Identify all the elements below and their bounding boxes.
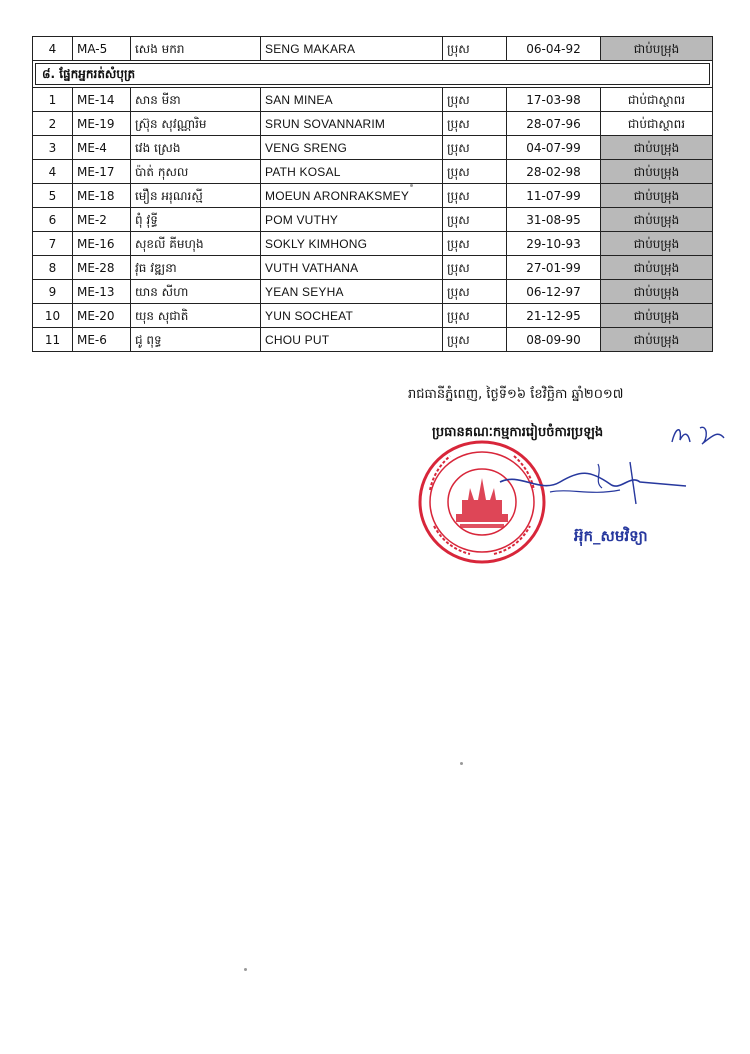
candidate-code: ME-16 — [73, 232, 131, 256]
sex: ប្រុស — [443, 37, 507, 61]
handwritten-initials — [668, 420, 728, 450]
candidate-code: ME-19 — [73, 112, 131, 136]
name-khmer: សុខលី គីមហុង — [131, 232, 261, 256]
candidate-code: MA-5 — [73, 37, 131, 61]
candidate-code: ME-13 — [73, 280, 131, 304]
row-number: 10 — [33, 304, 73, 328]
name-latin: VENG SRENG — [261, 136, 443, 160]
row-number: 4 — [33, 37, 73, 61]
date-of-birth: 08-09-90 — [507, 328, 601, 352]
name-latin: POM VUTHY — [261, 208, 443, 232]
row-number: 11 — [33, 328, 73, 352]
name-latin: MOEUN ARONRAKSMEY — [261, 184, 443, 208]
name-khmer: យុន សុជាតិ — [131, 304, 261, 328]
row-number: 3 — [33, 136, 73, 160]
table-row — [33, 280, 713, 304]
row-number: 8 — [33, 256, 73, 280]
sex: ប្រុស — [443, 328, 507, 352]
section-header-cell — [33, 61, 713, 88]
name-latin: PATH KOSAL — [261, 160, 443, 184]
section-title: ៨. ផ្នែកអ្នករត់សំបុត្រ — [35, 63, 710, 85]
candidate-code: ME-2 — [73, 208, 131, 232]
result: ជាប់បម្រុង — [601, 37, 713, 61]
table-row — [33, 112, 713, 136]
name-latin: CHOU PUT — [261, 328, 443, 352]
table-body — [33, 37, 713, 352]
sex: ប្រុស — [443, 256, 507, 280]
candidate-code: ME-6 — [73, 328, 131, 352]
result: ជាប់បម្រុង — [601, 232, 713, 256]
result: ជាប់ជាស្ថាពរ — [601, 112, 713, 136]
paper-speck — [410, 184, 413, 187]
name-khmer: មឿន អរុណរស្មី — [131, 184, 261, 208]
sex: ប្រុស — [443, 232, 507, 256]
candidate-code: ME-14 — [73, 88, 131, 112]
name-khmer: ជូ ពុទ្ធ — [131, 328, 261, 352]
table-row — [33, 256, 713, 280]
paper-speck — [244, 968, 247, 971]
sex: ប្រុស — [443, 160, 507, 184]
date-of-birth: 28-07-96 — [507, 112, 601, 136]
candidate-code: ME-20 — [73, 304, 131, 328]
date-of-birth: 31-08-95 — [507, 208, 601, 232]
name-khmer: ស្រ៊ុន សុវណ្ណារិម — [131, 112, 261, 136]
name-khmer: វុធ វឌ្ឍនា — [131, 256, 261, 280]
name-khmer: សេង មករា — [131, 37, 261, 61]
date-of-birth: 04-07-99 — [507, 136, 601, 160]
sex: ប្រុស — [443, 208, 507, 232]
result: ជាប់បម្រុង — [601, 136, 713, 160]
candidate-code: ME-4 — [73, 136, 131, 160]
date-of-birth: 29-10-93 — [507, 232, 601, 256]
result: ជាប់បម្រុង — [601, 256, 713, 280]
name-khmer: សាន មីនា — [131, 88, 261, 112]
table-row — [33, 136, 713, 160]
sex: ប្រុស — [443, 88, 507, 112]
candidate-code: ME-28 — [73, 256, 131, 280]
name-khmer: ពុំ វុទ្ធី — [131, 208, 261, 232]
result: ជាប់ជាស្ថាពរ — [601, 88, 713, 112]
sex: ប្រុស — [443, 136, 507, 160]
name-khmer: យាន សីហា — [131, 280, 261, 304]
sex: ប្រុស — [443, 304, 507, 328]
sex: ប្រុស — [443, 112, 507, 136]
candidate-table — [32, 36, 713, 352]
date-of-birth: 27-01-99 — [507, 256, 601, 280]
date-of-birth: 17-03-98 — [507, 88, 601, 112]
name-latin: SENG MAKARA — [261, 37, 443, 61]
result: ជាប់បម្រុង — [601, 160, 713, 184]
name-khmer: វេង ស្រេង — [131, 136, 261, 160]
result: ជាប់បម្រុង — [601, 184, 713, 208]
date-line: រាជធានីភ្នំពេញ, ថ្ងៃទី១៦ ខែវិច្ឆិកា ឆ្នាំ២០១៧ — [408, 387, 624, 402]
table-row — [33, 160, 713, 184]
name-latin: YEAN SEYHA — [261, 280, 443, 304]
row-number: 2 — [33, 112, 73, 136]
row-number: 1 — [33, 88, 73, 112]
date-of-birth: 28-02-98 — [507, 160, 601, 184]
table-row — [33, 184, 713, 208]
result: ជាប់បម្រុង — [601, 208, 713, 232]
table-row — [33, 328, 713, 352]
name-khmer: ប៉ាត់ កុសល — [131, 160, 261, 184]
row-number: 7 — [33, 232, 73, 256]
table-row — [33, 37, 713, 61]
sex: ប្រុស — [443, 280, 507, 304]
name-latin: SRUN SOVANNARIM — [261, 112, 443, 136]
signer-name: អ៊ុក_សមវិទ្យា — [574, 527, 648, 545]
table-row — [33, 304, 713, 328]
handwritten-signature — [490, 452, 690, 522]
name-latin: VUTH VATHANA — [261, 256, 443, 280]
result: ជាប់បម្រុង — [601, 304, 713, 328]
date-of-birth: 06-12-97 — [507, 280, 601, 304]
name-latin: SOKLY KIMHONG — [261, 232, 443, 256]
section-header-row — [33, 61, 713, 88]
row-number: 5 — [33, 184, 73, 208]
candidate-code: ME-17 — [73, 160, 131, 184]
table-row — [33, 208, 713, 232]
date-of-birth: 06-04-92 — [507, 37, 601, 61]
table-row — [33, 88, 713, 112]
candidate-code: ME-18 — [73, 184, 131, 208]
result: ជាប់បម្រុង — [601, 280, 713, 304]
table-row — [33, 232, 713, 256]
signer-title: ប្រធានគណៈកម្មការរៀបចំការប្រឡង — [432, 425, 604, 440]
sex: ប្រុស — [443, 184, 507, 208]
name-latin: YUN SOCHEAT — [261, 304, 443, 328]
date-of-birth: 11-07-99 — [507, 184, 601, 208]
row-number: 4 — [33, 160, 73, 184]
paper-speck — [460, 762, 463, 765]
name-latin: SAN MINEA — [261, 88, 443, 112]
result: ជាប់បម្រុង — [601, 328, 713, 352]
row-number: 6 — [33, 208, 73, 232]
date-of-birth: 21-12-95 — [507, 304, 601, 328]
row-number: 9 — [33, 280, 73, 304]
